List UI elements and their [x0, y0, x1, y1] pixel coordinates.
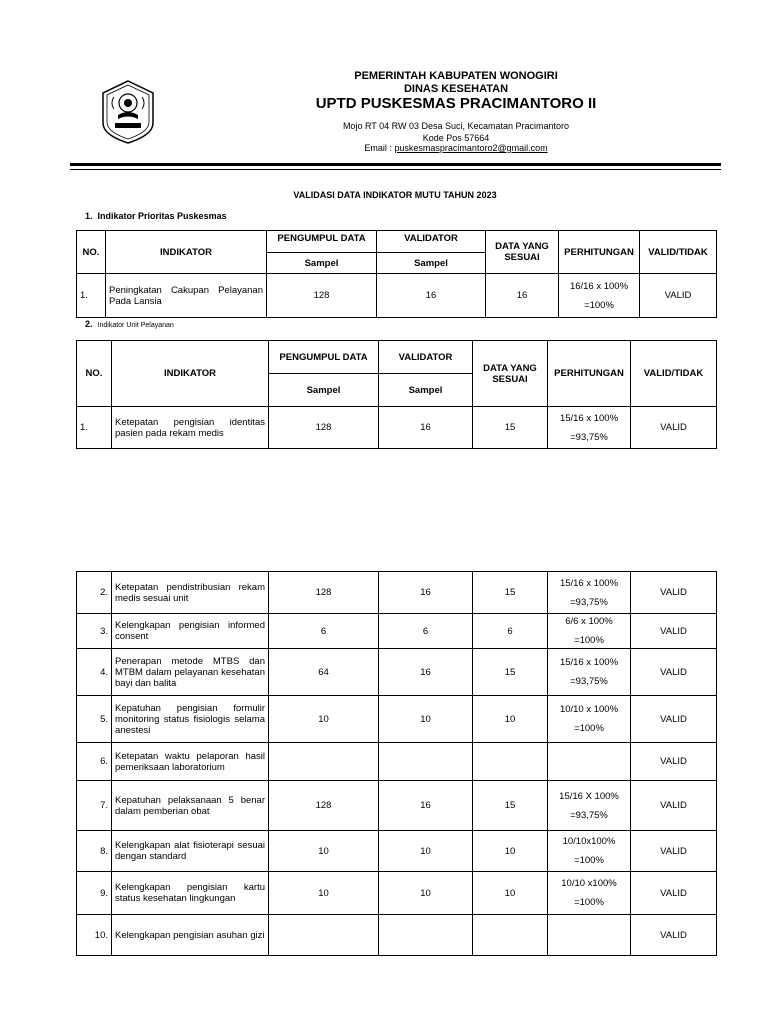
row-valid-status: VALID — [631, 407, 717, 449]
header-email — [0, 143, 768, 153]
col-header-sampel: Sampel — [377, 253, 486, 274]
row-pengumpul-sampel: 10 — [269, 872, 379, 915]
row-number: 5. — [77, 696, 112, 743]
col-header-no: NO. — [77, 341, 112, 407]
row-valid-status: VALID — [631, 696, 717, 743]
calc-result: =100% — [584, 299, 614, 311]
row-perhitungan — [559, 274, 640, 318]
calc-formula: 15/16 x 100% — [559, 577, 619, 589]
row-data-sesuai: 10 — [473, 872, 548, 915]
document-title: VALIDASI DATA INDIKATOR MUTU TAHUN 2023 — [293, 190, 497, 200]
row-indicator: Ketepatan pengisian identitas pasien pada rekam medis — [112, 407, 269, 449]
row-data-sesuai: 16 — [486, 274, 559, 318]
row-number: 7. — [77, 781, 112, 831]
row-validator-sampel: 10 — [379, 872, 473, 915]
col-header-perhitungan: PERHITUNGAN — [548, 341, 631, 407]
row-validator-sampel — [379, 915, 473, 956]
section-1-heading — [85, 211, 227, 221]
row-indicator: Kelengkapan pengisian kartu status kesehatan lingkungan — [112, 872, 269, 915]
calc-formula: 15/16 x 100% — [559, 412, 619, 424]
section-2-label: Indikator Unit Pelayanan — [97, 322, 174, 329]
row-valid-status: VALID — [631, 831, 717, 872]
row-indicator: Kelengkapan pengisian asuhan gizi — [112, 915, 269, 956]
row-valid-status: VALID — [631, 872, 717, 915]
row-indicator: Peningkatan Cakupan Pelayanan Pada Lansia — [106, 274, 267, 318]
table-row — [77, 831, 717, 872]
calc-formula: 15/16 x 100% — [559, 657, 619, 668]
row-valid-status: VALID — [631, 649, 717, 696]
col-header-sampel: Sampel — [269, 374, 379, 407]
row-valid-status: VALID — [640, 274, 717, 318]
row-validator-sampel: 6 — [379, 614, 473, 649]
table-unit-indicators-continued — [76, 571, 717, 956]
row-perhitungan — [548, 407, 631, 449]
row-pengumpul-sampel: 10 — [269, 831, 379, 872]
row-number: 4. — [77, 649, 112, 696]
row-indicator: Kelengkapan pengisian informed consent — [112, 614, 269, 649]
table-row — [77, 572, 717, 614]
table-row — [77, 614, 717, 649]
row-indicator: Ketepatan pendistribusian rekam medis sesuai unit — [112, 572, 269, 614]
calc-result: =100% — [574, 897, 604, 908]
row-validator-sampel: 16 — [377, 274, 486, 318]
calc-result: =93,75% — [570, 809, 608, 821]
row-validator-sampel: 16 — [379, 649, 473, 696]
row-valid-status: VALID — [631, 781, 717, 831]
row-data-sesuai — [473, 743, 548, 781]
table-row — [77, 696, 717, 743]
calc-formula: 16/16 x 100% — [569, 280, 629, 292]
col-header-sampel: Sampel — [267, 253, 377, 274]
row-pengumpul-sampel: 6 — [269, 614, 379, 649]
header-institution: UPTD PUSKESMAS PRACIMANTORO II — [315, 95, 597, 112]
row-valid-status: VALID — [631, 572, 717, 614]
row-validator-sampel: 16 — [379, 407, 473, 449]
row-indicator: Penerapan metode MTBS dan MTBM dalam pelayanan kesehatan bayi dan balita — [112, 649, 269, 696]
row-perhitungan — [548, 743, 631, 781]
row-pengumpul-sampel: 10 — [269, 696, 379, 743]
row-number: 9. — [77, 872, 112, 915]
row-valid-status: VALID — [631, 915, 717, 956]
table-row — [77, 872, 717, 915]
row-perhitungan — [548, 696, 631, 743]
calc-formula: 15/16 X 100% — [559, 790, 619, 802]
row-validator-sampel: 16 — [379, 572, 473, 614]
calc-formula: 10/10 x 100% — [559, 704, 619, 715]
row-data-sesuai — [473, 915, 548, 956]
row-pengumpul-sampel: 128 — [269, 781, 379, 831]
table-row — [77, 915, 717, 956]
row-data-sesuai: 15 — [473, 407, 548, 449]
row-data-sesuai: 10 — [473, 696, 548, 743]
table-row — [77, 649, 717, 696]
table-row — [77, 274, 717, 318]
row-number: 8. — [77, 831, 112, 872]
table-unit-indicators — [76, 340, 717, 449]
col-header-valid: VALID/TIDAK — [631, 341, 717, 407]
row-pengumpul-sampel — [269, 743, 379, 781]
header-government: PEMERINTAH KABUPATEN WONOGIRI — [354, 70, 558, 82]
row-data-sesuai: 10 — [473, 831, 548, 872]
header-postal-code: Kode Pos 57664 — [422, 133, 490, 143]
section-2-heading — [85, 319, 174, 329]
row-perhitungan — [548, 831, 631, 872]
calc-formula: 10/10x100% — [562, 836, 616, 847]
row-number: 1. — [77, 407, 112, 449]
table-row — [77, 743, 717, 781]
section-2-number: 2. — [85, 319, 93, 329]
header-rule-thin — [70, 169, 721, 170]
col-header-valid: VALID/TIDAK — [640, 231, 717, 274]
calc-result: =100% — [574, 723, 604, 734]
calc-result: =100% — [574, 635, 604, 646]
row-perhitungan — [548, 649, 631, 696]
col-header-no: NO. — [77, 231, 106, 274]
email-label: Email : — [364, 143, 395, 153]
row-number: 6. — [77, 743, 112, 781]
row-number: 1. — [77, 274, 106, 318]
section-1-number: 1. — [85, 211, 93, 221]
row-indicator: Kepatuhan pengisian formulir monitoring status fisiologis selama anestesi — [112, 696, 269, 743]
col-header-sesuai: DATA YANG SESUAI — [486, 231, 559, 274]
row-pengumpul-sampel: 64 — [269, 649, 379, 696]
row-perhitungan — [548, 872, 631, 915]
table-priority-indicators — [76, 230, 717, 318]
col-header-perhitungan: PERHITUNGAN — [559, 231, 640, 274]
col-header-indikator: INDIKATOR — [112, 341, 269, 407]
row-perhitungan — [548, 781, 631, 831]
table-row — [77, 407, 717, 449]
row-pengumpul-sampel — [269, 915, 379, 956]
section-1-label: Indikator Prioritas Puskesmas — [97, 211, 227, 221]
calc-result: =93,75% — [570, 596, 608, 608]
col-header-validator: VALIDATOR — [379, 341, 473, 374]
calc-result: =93,75% — [570, 431, 608, 443]
col-header-sesuai: DATA YANG SESUAI — [473, 341, 548, 407]
header-address: Mojo RT 04 RW 03 Desa Suci, Kecamatan Pracimantoro — [342, 121, 570, 131]
row-data-sesuai: 15 — [473, 649, 548, 696]
row-indicator: Kepatuhan pelaksanaan 5 benar dalam pemberian obat — [112, 781, 269, 831]
header-department: DINAS KESEHATAN — [403, 83, 509, 95]
row-perhitungan — [548, 614, 631, 649]
row-valid-status: VALID — [631, 614, 717, 649]
row-number: 3. — [77, 614, 112, 649]
row-validator-sampel — [379, 743, 473, 781]
row-data-sesuai: 15 — [473, 572, 548, 614]
col-header-pengumpul: PENGUMPUL DATA — [267, 231, 377, 253]
row-validator-sampel: 10 — [379, 831, 473, 872]
row-number: 2. — [77, 572, 112, 614]
row-indicator: Kelengkapan alat fisioterapi sesuai dengan standard — [112, 831, 269, 872]
calc-formula: 6/6 x 100% — [565, 616, 613, 627]
col-header-pengumpul: PENGUMPUL DATA — [269, 341, 379, 374]
col-header-indikator: INDIKATOR — [106, 231, 267, 274]
row-pengumpul-sampel: 128 — [269, 407, 379, 449]
row-validator-sampel: 10 — [379, 696, 473, 743]
row-perhitungan — [548, 915, 631, 956]
row-pengumpul-sampel: 128 — [267, 274, 377, 318]
header-rule-thick — [70, 163, 721, 166]
row-validator-sampel: 16 — [379, 781, 473, 831]
row-pengumpul-sampel: 128 — [269, 572, 379, 614]
row-number: 10. — [77, 915, 112, 956]
email-link[interactable]: puskesmaspracimantoro2@gmail.com — [394, 143, 548, 153]
col-header-validator: VALIDATOR — [377, 231, 486, 253]
table-row — [77, 781, 717, 831]
row-valid-status: VALID — [631, 743, 717, 781]
row-perhitungan — [548, 572, 631, 614]
row-data-sesuai: 6 — [473, 614, 548, 649]
col-header-sampel: Sampel — [379, 374, 473, 407]
calc-formula: 10/10 x100% — [561, 878, 617, 889]
calc-result: =100% — [574, 855, 604, 866]
calc-result: =93,75% — [570, 676, 608, 687]
row-data-sesuai: 15 — [473, 781, 548, 831]
row-indicator: Ketepatan waktu pelaporan hasil pemeriksaan laboratorium — [112, 743, 269, 781]
